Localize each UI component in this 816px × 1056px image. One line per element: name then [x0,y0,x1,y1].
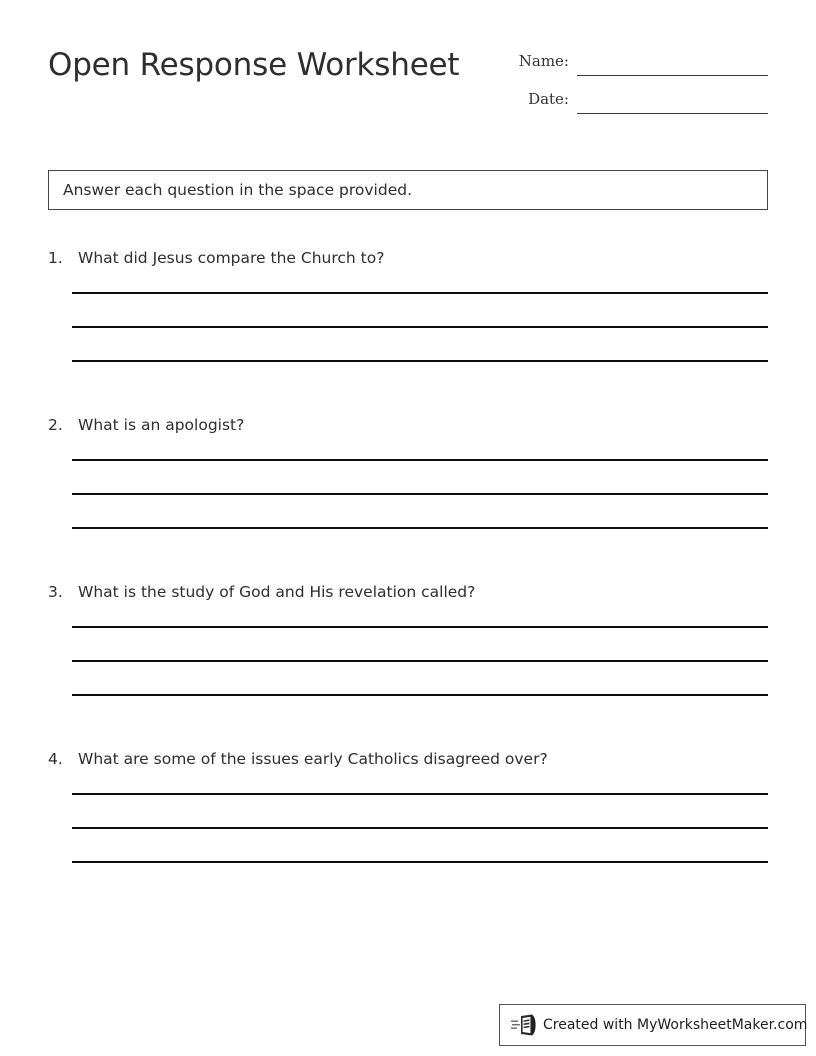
page-title: Open Response Worksheet [48,47,460,83]
date-label: Date: [528,90,569,108]
question-text: What is an apologist? [78,416,245,434]
answer-line[interactable] [72,360,768,362]
date-input-line[interactable] [577,113,768,114]
answer-line[interactable] [72,527,768,529]
student-info-block [500,50,780,126]
question-text: What are some of the issues early Catholics disagreed over? [78,750,548,768]
question-item [0,582,816,749]
answer-line[interactable] [72,827,768,829]
footer-attribution-text: Created with MyWorksheetMaker.com [543,1017,808,1033]
question-item [0,248,816,415]
answer-line[interactable] [72,694,768,696]
instruction-box [48,170,768,210]
answer-line[interactable] [72,626,768,628]
answer-area [72,793,768,863]
instruction-text: Answer each question in the space provided. [63,181,413,199]
question-number: 3. [48,583,63,601]
question-row [48,415,768,435]
answer-line[interactable] [72,793,768,795]
question-item [0,415,816,582]
answer-area [72,626,768,696]
question-text: What did Jesus compare the Church to? [78,249,385,267]
question-row [48,248,768,268]
question-text: What is the study of God and His revelation called? [78,583,476,601]
answer-line[interactable] [72,660,768,662]
question-row [48,582,768,602]
question-number: 2. [48,416,63,434]
question-list [0,248,816,916]
answer-line[interactable] [72,292,768,294]
footer-attribution-badge[interactable] [499,1004,806,1046]
question-item [0,749,816,916]
name-label: Name: [518,52,569,70]
question-number: 1. [48,249,63,267]
date-field-row [500,88,780,126]
answer-area [72,292,768,362]
answer-area [72,459,768,529]
name-field-row [500,50,780,88]
answer-line[interactable] [72,459,768,461]
question-row [48,749,768,769]
worksheet-maker-logo-icon [511,1013,537,1037]
answer-line[interactable] [72,493,768,495]
answer-line[interactable] [72,326,768,328]
question-number: 4. [48,750,63,768]
name-input-line[interactable] [577,75,768,76]
answer-line[interactable] [72,861,768,863]
